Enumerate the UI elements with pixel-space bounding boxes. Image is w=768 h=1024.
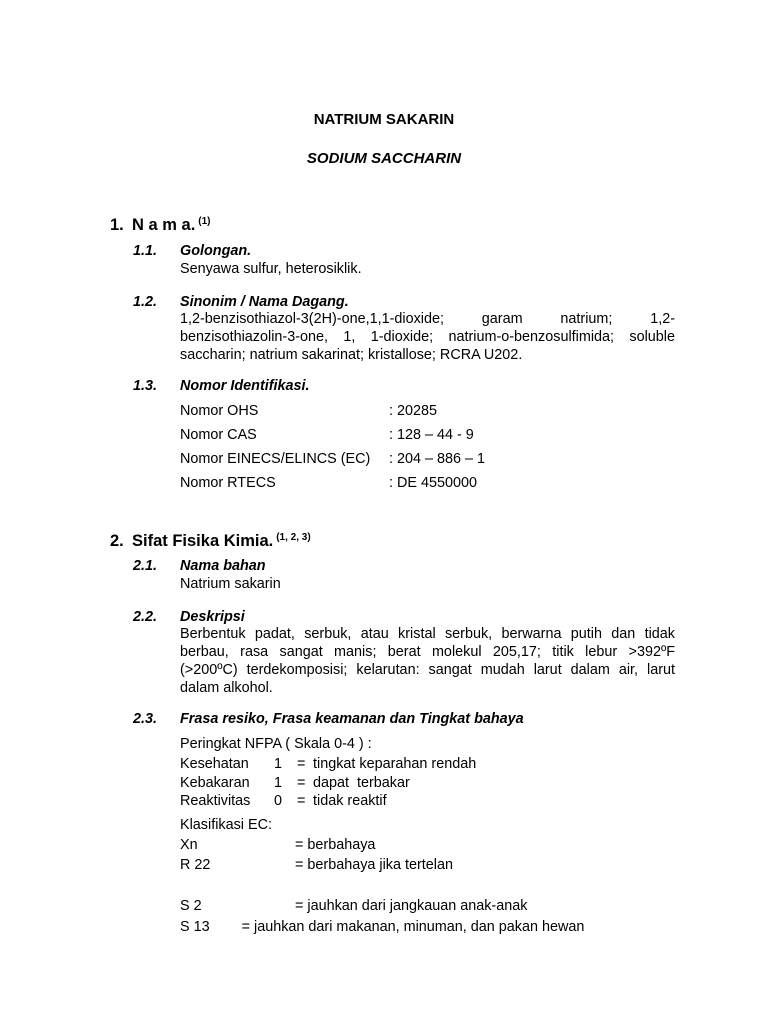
- nfpa-description: dapat terbakar: [313, 775, 410, 791]
- subsection-2-3-title: Frasa resiko, Frasa keamanan dan Tingkat bahaya: [180, 711, 524, 727]
- id-row-value: : DE 4550000: [389, 475, 478, 491]
- subsection-1-3-number: 1.3.: [133, 378, 158, 394]
- subsection-2-2-paragraph: [180, 625, 675, 697]
- section-1-reference: (1): [198, 216, 211, 227]
- nfpa-category: Kebakaran: [180, 775, 250, 791]
- id-row-label: Nomor OHS: [180, 403, 259, 419]
- subsection-2-3-number: 2.3.: [133, 711, 158, 727]
- section-2-reference: (1, 2, 3): [276, 532, 311, 543]
- subsection-2-2-title: Deskripsi: [180, 609, 245, 625]
- nfpa-rating: 1: [274, 775, 283, 791]
- synonym-line: 1,2-benzisothiazol-3(2H)-one,1,1-dioxide; garam natrium; 1,2-: [180, 311, 675, 327]
- section-1-title: N a m a.: [132, 216, 196, 234]
- document-title: NATRIUM SAKARIN: [313, 111, 455, 128]
- id-row-value: : 128 – 44 - 9: [389, 427, 474, 443]
- section-1-number: 1.: [110, 216, 124, 234]
- ec-description: = berbahaya: [295, 837, 376, 853]
- subsection-2-2-number: 2.2.: [133, 609, 158, 625]
- nfpa-rating: 0: [274, 793, 283, 809]
- id-row-label: Nomor CAS: [180, 427, 257, 443]
- section-2-heading: [110, 532, 311, 550]
- subsection-1-1-text: Senyawa sulfur, heterosiklik.: [180, 261, 362, 277]
- nfpa-equals: =: [297, 775, 306, 791]
- synonym-line: saccharin; natrium sakarinat; kristallose; RCRA U202.: [180, 347, 523, 363]
- ec-classification-label: Klasifikasi EC:: [180, 817, 272, 833]
- description-line: (>200ºC) terdekomposisi; kelarutan: sangat mudah larut dalam air, larut: [180, 662, 675, 678]
- subsection-1-1-title: Golongan.: [180, 243, 252, 259]
- subsection-1-2-number: 1.2.: [133, 294, 158, 310]
- subsection-2-1-text: Natrium sakarin: [180, 576, 281, 592]
- id-row-value: : 204 – 886 – 1: [389, 451, 486, 467]
- nfpa-label: Peringkat NFPA ( Skala 0-4 ) :: [180, 736, 372, 752]
- id-row-value: : 20285: [389, 403, 438, 419]
- id-row-label: Nomor EINECS/ELINCS (EC): [180, 451, 371, 467]
- ec-code: R 22: [180, 857, 211, 873]
- ec-description: = jauhkan dari jangkauan anak-anak: [295, 898, 528, 914]
- id-row-label: Nomor RTECS: [180, 475, 276, 491]
- description-line: Berbentuk padat, serbuk, atau kristal serbuk, berwarna putih dan tidak: [180, 626, 675, 642]
- ec-code: Xn: [180, 837, 198, 853]
- subsection-2-1-number: 2.1.: [133, 558, 158, 574]
- document-subtitle: SODIUM SACCHARIN: [306, 150, 462, 167]
- subsection-1-3-title: Nomor Identifikasi.: [180, 378, 310, 394]
- ec-code: S 2: [180, 898, 202, 914]
- nfpa-description: tingkat keparahan rendah: [313, 756, 477, 772]
- ec-description: = berbahaya jika tertelan: [295, 857, 454, 873]
- section-2-number: 2.: [110, 532, 124, 550]
- subsection-1-2-title: Sinonim / Nama Dagang.: [180, 294, 349, 310]
- section-1-heading: [110, 216, 211, 234]
- nfpa-category: Kesehatan: [180, 756, 249, 772]
- nfpa-equals: =: [297, 756, 306, 772]
- subsection-2-1-title: Nama bahan: [180, 558, 266, 574]
- nfpa-description: tidak reaktif: [313, 793, 387, 809]
- nfpa-category: Reaktivitas: [180, 793, 251, 809]
- nfpa-equals: =: [297, 793, 306, 809]
- ec-s13-line: S 13 = jauhkan dari makanan, minuman, dan pakan hewan: [180, 919, 585, 935]
- description-line: berbau, rasa sangat manis; berat molekul 205,17; titik lebur >392ºF: [180, 644, 675, 660]
- subsection-1-2-paragraph: [180, 310, 675, 364]
- synonym-line: benzisothiazolin-3-one, 1, 1-dioxide; natrium-o-benzosulfimida; soluble: [180, 329, 675, 345]
- subsection-1-1-number: 1.1.: [133, 243, 158, 259]
- section-2-title: Sifat Fisika Kimia.: [132, 532, 274, 550]
- description-line: dalam alkohol.: [180, 680, 273, 696]
- nfpa-rating: 1: [274, 756, 283, 772]
